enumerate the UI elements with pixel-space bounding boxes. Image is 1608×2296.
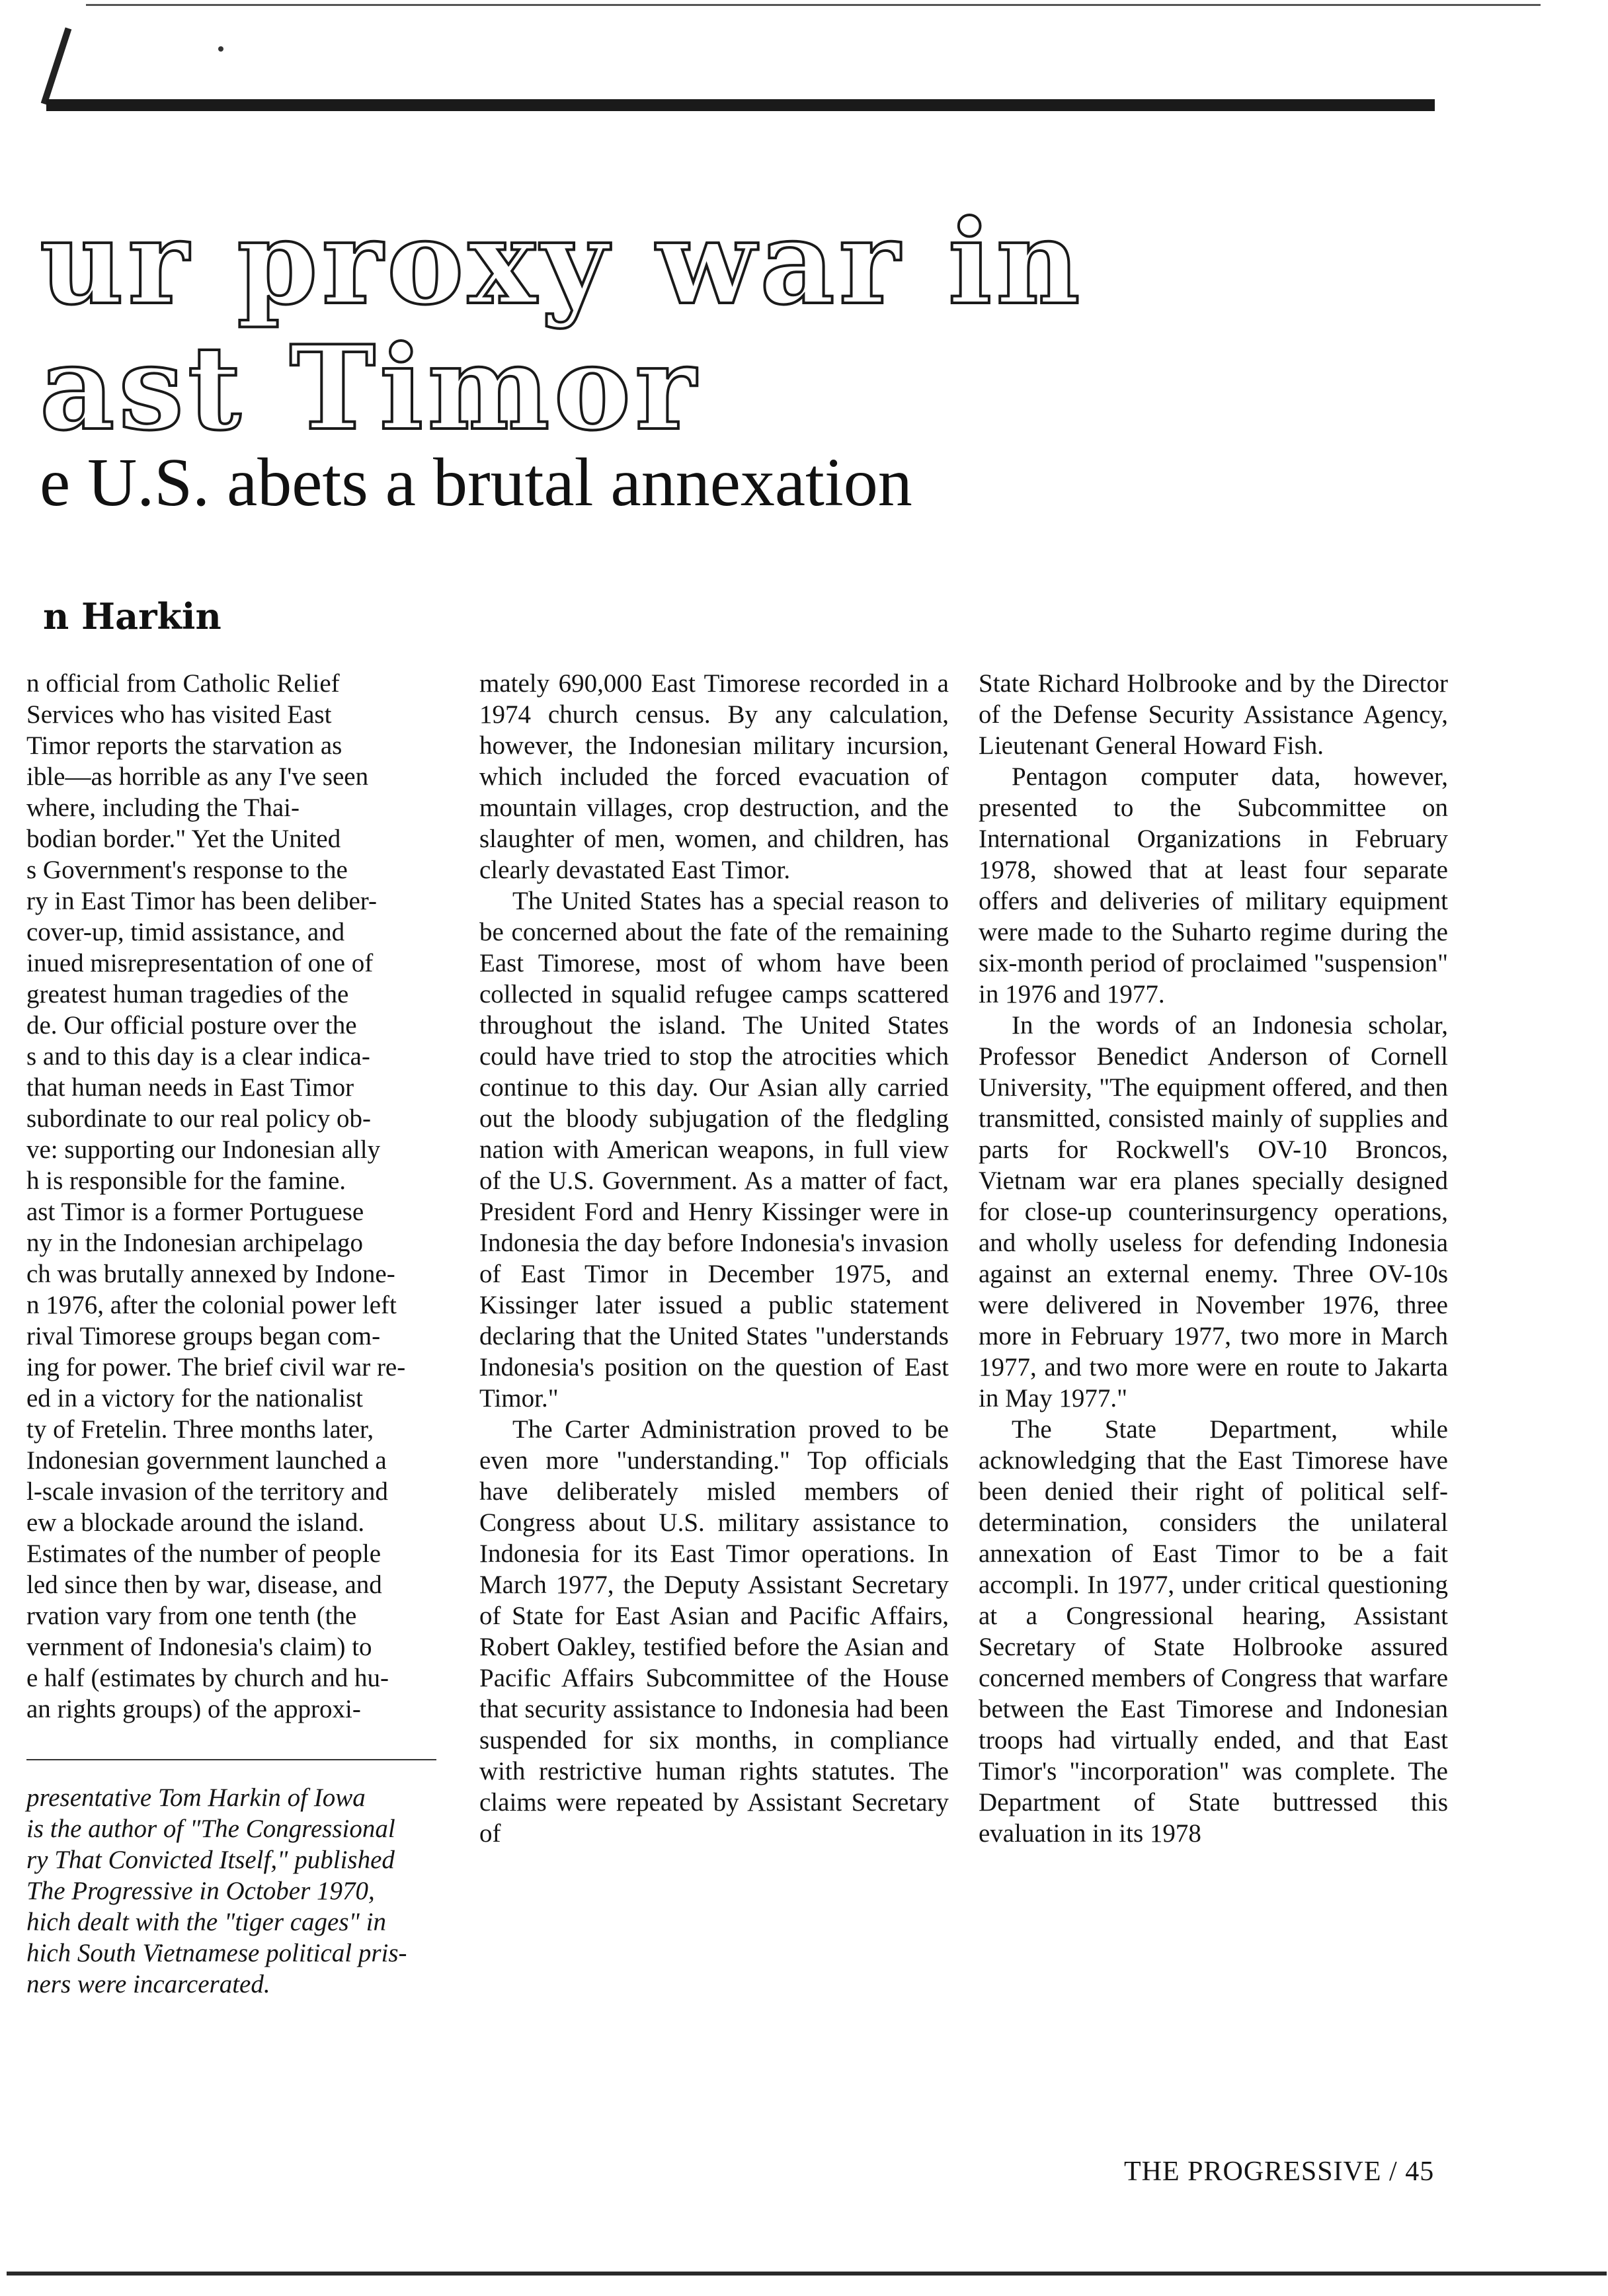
subheadline: e U.S. abets a brutal annexation: [40, 444, 912, 520]
column-1-line: vernment of Indonesia's claim) to: [26, 1633, 372, 1661]
article-paragraph: The Carter Administration proved to be even more "understanding." Top officials have deliberately misled members of Congress about U.S. military assistance to Indonesia for its East Timor operations. In March 1977, the Deputy Assistant Secretary of State for East Asian and Pacific Affairs, Robert Oakley, testified before the Asian and Pacific Affairs Subcommittee of the House that security assistance to Indonesia had been suspended for six months, in compliance with restrictive human rights statutes. The claims were repeated by Assistant Secretary of: [479, 1415, 949, 1848]
column-1-line: h is responsible for the famine.: [26, 1167, 346, 1195]
author-note-line: is the author of "The Congressional: [26, 1815, 395, 1843]
headline-line-2: ast Timor: [40, 321, 700, 456]
author-note-line: presentative Tom Harkin of Iowa: [26, 1784, 366, 1812]
column-1-line: l-scale invasion of the territory and: [26, 1477, 388, 1506]
column-1-line: rvation vary from one tenth (the: [26, 1602, 357, 1630]
column-1-line: s and to this day is a clear indica-: [26, 1042, 370, 1071]
page-footer: THE PROGRESSIVE / 45: [1124, 2156, 1435, 2187]
column-1-line: ny in the Indonesian archipelago: [26, 1229, 363, 1257]
article-paragraph: mately 690,000 East Timorese recorded in a 1974 church census. By any calculation, however, the Indonesian military incursion, which included the forced evacuation of mountain villages, crop destruction, and the slaughter of men, women, and children, has clearly devastated East Timor.: [479, 669, 949, 884]
column-1-line: Services who has visited East: [26, 700, 332, 729]
column-1-line: e half (estimates by church and hu-: [26, 1664, 389, 1692]
author-note-separator: [26, 1759, 436, 1760]
column-1-line: ry in East Timor has been deliber-: [26, 887, 377, 915]
column-1-line: Timor reports the starvation as: [26, 731, 342, 760]
article-column-2: [479, 668, 949, 1849]
column-1-line: that human needs in East Timor: [26, 1073, 354, 1102]
column-1-line: cover-up, timid assistance, and: [26, 918, 345, 946]
headline-line-1: ur proxy war in: [40, 195, 1084, 331]
scan-bottom-edge: [7, 2272, 1607, 2276]
author-note-line: ry That Convicted Itself," published: [26, 1846, 395, 1874]
article-column-3: [979, 668, 1448, 1849]
article-column-1: [26, 668, 436, 1725]
column-1-line: greatest human tragedies of the: [26, 980, 349, 1008]
column-1-line: rival Timorese groups began com-: [26, 1322, 381, 1350]
header-rule: [46, 99, 1435, 111]
article-paragraph: In the words of an Indonesia scholar, Professor Benedict Anderson of Cornell University, "The equipment offered, and then transmitted, consisted mainly of supplies and parts for Rockwell's OV-10 Broncos, Vietnam war era planes specially designed for close-up counterinsurgency operations, and wholly useless for defending Indonesia against an external enemy. Three OV-10s were delivered in November 1976, three more in February 1977, two more in March 1977, and two more were en route to Jakarta in May 1977.": [979, 1011, 1448, 1413]
column-1-line: ty of Fretelin. Three months later,: [26, 1415, 374, 1444]
article-paragraph: The State Department, while acknowledging that the East Timorese have been denied their right of political self-determination, considers the unilateral annexation of East Timor to be a fait accompli. In 1977, under critical questioning at a Congressional hearing, Assistant Secretary of State Holbrooke assured concerned members of Congress that warfare between the East Timorese and Indonesian troops had virtually ended, and that East Timor's "incorporation" was complete. The Department of State buttressed this evaluation in its 1978: [979, 1415, 1448, 1848]
column-1-line: ch was brutally annexed by Indone-: [26, 1260, 395, 1288]
author-note-line: The Progressive in October 1970,: [26, 1877, 375, 1905]
column-1-line: n official from Catholic Relief: [26, 669, 340, 698]
article-paragraph: State Richard Holbrooke and by the Director of the Defense Security Assistance Agency, Lieutenant General Howard Fish.: [979, 669, 1448, 760]
column-1-line: ve: supporting our Indonesian ally: [26, 1135, 381, 1164]
scan-edge-line: [86, 4, 1541, 6]
column-1-line: an rights groups) of the approxi-: [26, 1695, 361, 1723]
byline: n Harkin: [43, 595, 221, 637]
column-1-line: n 1976, after the colonial power left: [26, 1291, 397, 1319]
scan-speck: [218, 46, 223, 52]
author-note-line: ners were incarcerated.: [26, 1970, 270, 1998]
column-1-line: ast Timor is a former Portuguese: [26, 1198, 364, 1226]
column-1-line: Indonesian government launched a: [26, 1446, 387, 1475]
author-note-line: hich dealt with the "tiger cages" in: [26, 1908, 387, 1936]
scan-corner-mark: [41, 27, 72, 104]
column-1-line: bodian border." Yet the United: [26, 825, 341, 853]
article-paragraph: The United States has a special reason to be concerned about the fate of the remaining East Timorese, most of whom have been collected in squalid refugee camps scattered throughout the island. The United States could have tried to stop the atrocities which continue to this day. Our Asian ally carried out the bloody subjugation of the fledgling nation with American weapons, in full view of the U.S. Government. As a matter of fact, President Ford and Henry Kissinger were in Indonesia the day before Indonesia's invasion of East Timor in December 1975, and Kissinger later issued a public statement declaring that the United States "understands Indonesia's position on the question of East Timor.": [479, 887, 949, 1413]
column-1-line: where, including the Thai-: [26, 794, 300, 822]
column-1-line: ing for power. The brief civil war re-: [26, 1353, 406, 1381]
column-1-line: subordinate to our real policy ob-: [26, 1104, 371, 1133]
column-1-line: ew a blockade around the island.: [26, 1508, 365, 1537]
author-note: [26, 1782, 436, 2000]
column-1-line: ed in a victory for the nationalist: [26, 1384, 364, 1413]
column-1-line: ible—as horrible as any I've seen: [26, 762, 369, 791]
column-1-line: Estimates of the number of people: [26, 1539, 382, 1568]
article-paragraph: Pentagon computer data, however, presented to the Subcommittee on International Organizations in February 1978, showed that at least four separate offers and deliveries of military equipment were made to the Suharto regime during the six-month period of proclaimed "suspension" in 1976 and 1977.: [979, 762, 1448, 1008]
column-1-line: de. Our official posture over the: [26, 1011, 357, 1040]
column-1-line: s Government's response to the: [26, 856, 348, 884]
column-1-line: led since then by war, disease, and: [26, 1571, 382, 1599]
author-note-line: hich South Vietnamese political pris-: [26, 1939, 407, 1967]
column-1-line: inued misrepresentation of one of: [26, 949, 374, 977]
